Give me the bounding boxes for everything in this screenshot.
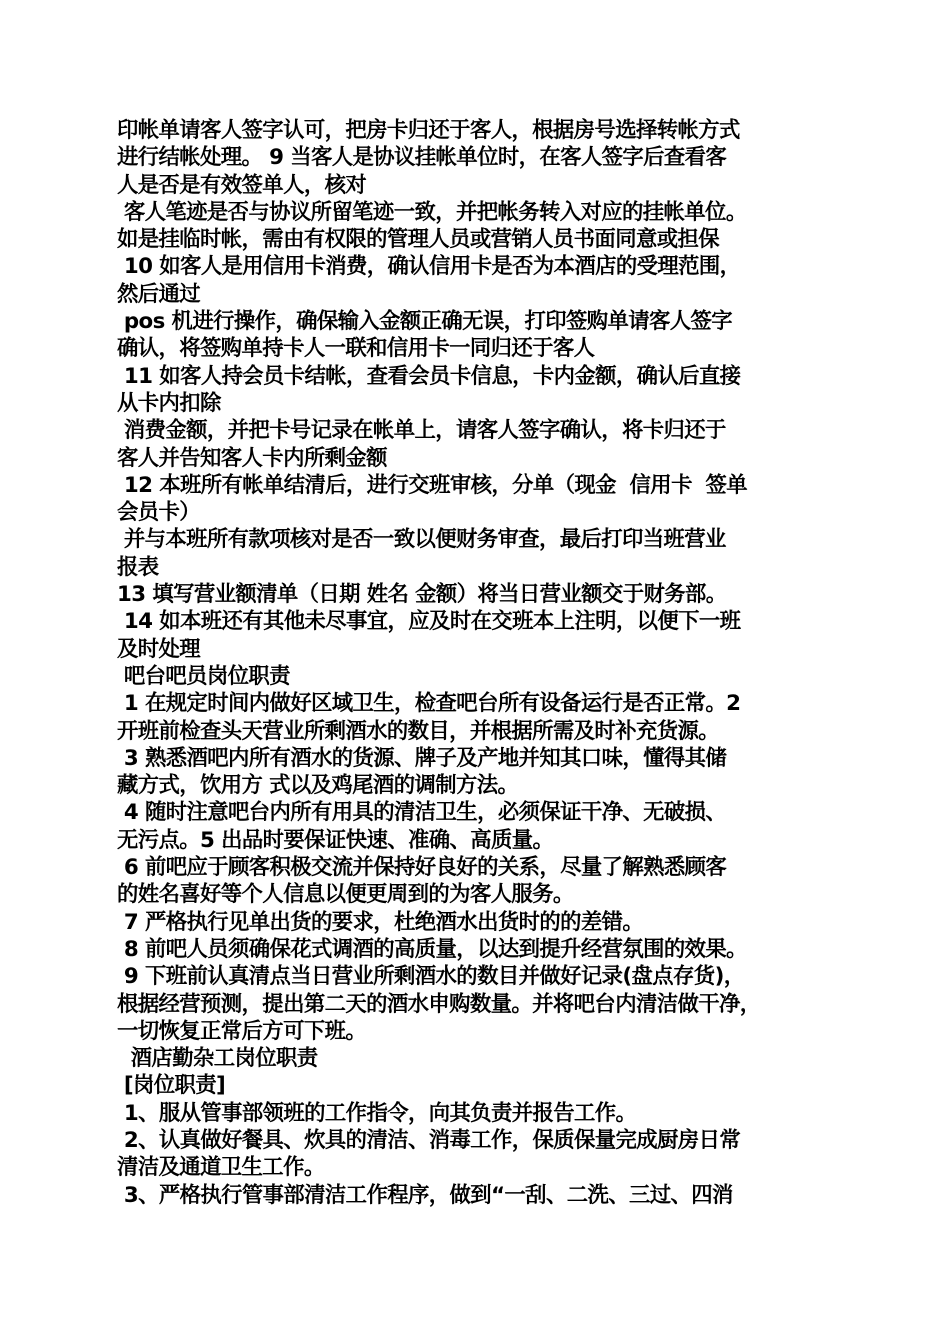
text-line: 11 如客人持会员卡结帐，查看会员卡信息，卡内金额，确认后直接 <box>117 363 741 389</box>
text-line: 3 熟悉酒吧内所有酒水的货源、牌子及产地并知其口味，懂得其储 <box>117 745 727 771</box>
text-line: 6 前吧应于顾客积极交流并保持好良好的关系，尽量了解熟悉顾客 <box>117 855 727 881</box>
text-line: 3、严格执行管事部清洁工作程序，做到“一刮、二洗、三过、四消 <box>117 1182 733 1208</box>
text-line: 从卡内扣除 <box>117 390 221 416</box>
text-line: 印帐单请客人签字认可，把房卡归还于客人，根据房号选择转帐方式 <box>117 118 740 143</box>
text-line: 客人并告知客人卡内所剩金额 <box>117 445 387 471</box>
text-line: 会员卡） <box>117 500 201 526</box>
text-line: 报表 <box>117 554 159 580</box>
sub-heading: [岗位职责] <box>117 1073 226 1099</box>
section-heading: 吧台吧员岗位职责 <box>117 663 290 689</box>
text-line: 14 如本班还有其他未尽事宜，应及时在交班本上注明，以便下一班 <box>117 609 741 635</box>
section-heading: 酒店勤杂工岗位职责 <box>117 1046 318 1072</box>
text-line: 8 前吧人员须确保花式调酒的高质量，以达到提升经营氛围的效果。 <box>117 936 747 962</box>
text-line: 9 下班前认真清点当日营业所剩酒水的数目并做好记录(盘点存货)， <box>117 964 745 990</box>
text-line: 藏方式，饮用方 式以及鸡尾酒的调制方法。 <box>117 773 519 799</box>
text-line: 的姓名喜好等个人信息以便更周到的为客人服务。 <box>117 882 574 908</box>
text-line: 人是否是有效签单人，核对 <box>117 172 367 198</box>
text-line: 1 在规定时间内做好区域卫生，检查吧台所有设备运行是否正常。2 <box>117 691 741 717</box>
text-line: 如是挂临时帐，需由有权限的管理人员或营销人员书面同意或担保 <box>117 227 719 253</box>
text-line: 及时处理 <box>117 636 201 662</box>
text-line: 确认，将签购单持卡人一联和信用卡一同归还于客人 <box>117 336 595 362</box>
text-line: 开班前检查头天营业所剩酒水的数目，并根据所需及时补充货源。 <box>117 718 719 744</box>
text-line: 12 本班所有帐单结清后，进行交班审核，分单（现金 信用卡 签单 <box>117 472 748 498</box>
text-line: 然后通过 <box>117 281 201 307</box>
text-line: 清洁及通道卫生工作。 <box>117 1155 325 1181</box>
text-line: 并与本班所有款项核对是否一致以便财务审查，最后打印当班营业 <box>117 527 726 553</box>
text-line: pos 机进行操作，确保输入金额正确无误，打印签购单请客人签字 <box>117 309 733 335</box>
text-line: 7 严格执行见单出货的要求，杜绝酒水出货时的的差错。 <box>117 909 644 935</box>
text-line: 1、服从管事部领班的工作指令，向其负责并报告工作。 <box>117 1100 637 1126</box>
document-body <box>117 117 857 1209</box>
text-line: 客人笔迹是否与协议所留笔迹一致，并把帐务转入对应的挂帐单位。 <box>117 199 747 225</box>
text-line: 根据经营预测，提出第二天的酒水申购数量。并将吧台内清洁做干净， <box>117 991 761 1017</box>
text-line: 进行结帐处理。 9 当客人是协议挂帐单位时，在客人签字后查看客 <box>117 145 727 171</box>
text-line: 2、认真做好餐具、炊具的清洁、消毒工作，保质保量完成厨房日常 <box>117 1127 741 1153</box>
text-line: 4 随时注意吧台内所有用具的清洁卫生，必须保证干净、无破损、 <box>117 800 727 826</box>
text-line: 一切恢复正常后方可下班。 <box>117 1018 367 1044</box>
text-line: 10 如客人是用信用卡消费，确认信用卡是否为本酒店的受理范围， <box>117 254 741 280</box>
text-line: 13 填写营业额清单（日期 姓名 金额）将当日营业额交于财务部。 <box>117 582 727 608</box>
text-line: 消费金额，并把卡号记录在帐单上，请客人签字确认，将卡归还于 <box>117 418 726 444</box>
text-line: 无污点。5 出品时要保证快速、准确、高质量。 <box>117 827 554 853</box>
